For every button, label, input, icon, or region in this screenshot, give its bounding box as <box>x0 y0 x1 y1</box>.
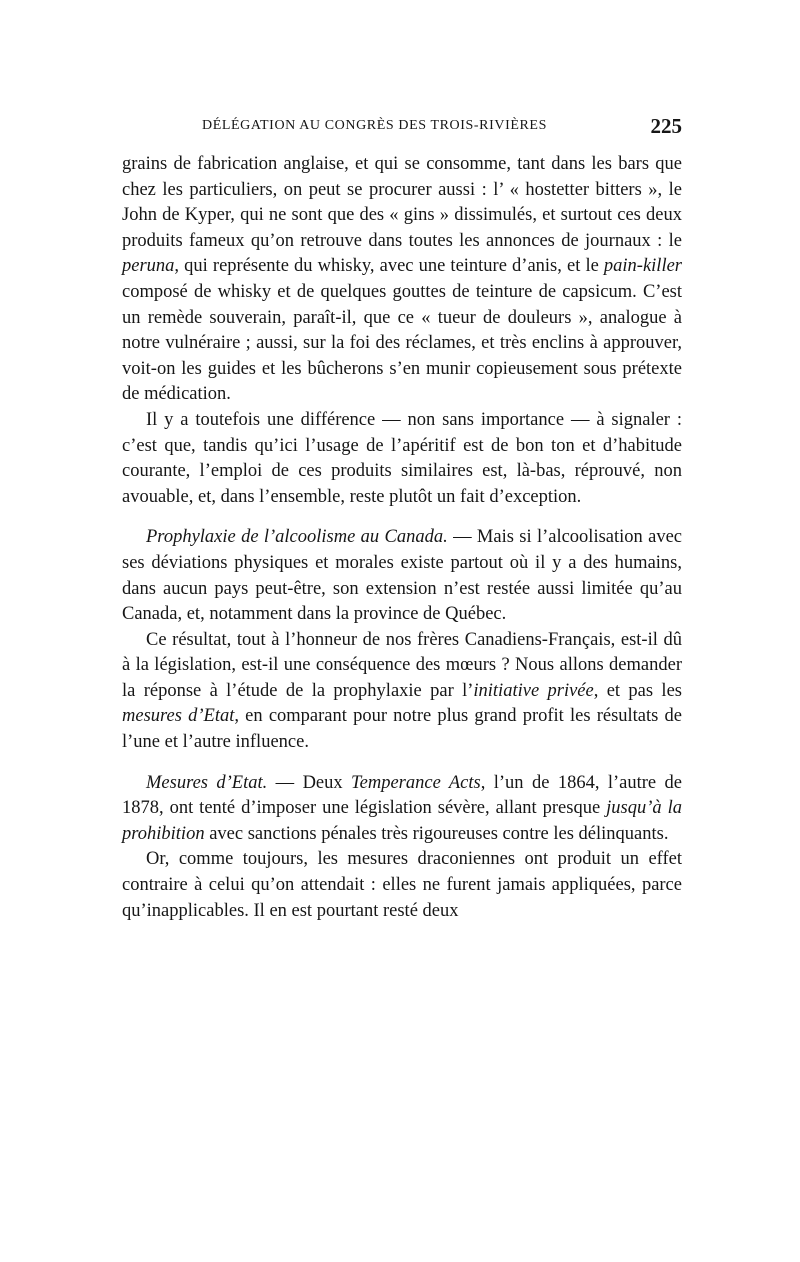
section-heading-prophylaxie: Prophylaxie de l’alcoolisme au Canada. <box>146 527 448 548</box>
text-run: composé de whisky et de quelques gouttes de teinture de capsicum. C’est un remède souverain, paraît-il, que ce « tueur de douleurs », analogue à notre vulnéraire ; aussi, sur la foi des réclames, et très enclins à approuver, voit-on les guides et les bûcherons s’en munir copieusement sous prétexte de médication. <box>122 281 682 405</box>
text-run: avec sanctions pénales très rigoureuses contre les délinquants. <box>204 823 669 844</box>
italic-term-temperance-acts: Temperance Acts <box>351 772 481 793</box>
paragraph-result <box>122 628 682 756</box>
running-head <box>124 114 686 138</box>
italic-term-mesures-etat: mesures d’Etat <box>122 706 235 727</box>
text-run: , qui représente du whisky, avec une teinture d’anis, et le <box>174 256 604 277</box>
text-run: , en comparant pour notre plus grand profit les résultats de l’une et l’autre influence. <box>122 706 683 753</box>
italic-term-initiative-privee: initiative privée <box>473 680 594 701</box>
paragraph-prophylaxis-heading <box>122 525 682 627</box>
text-run: — Deux <box>267 772 352 793</box>
text-run: Ce résultat, tout à l’honneur de nos frères Canadiens-Français, est-il dû à la législation, est-il une conséquence des mœurs ? Nous allons demander la réponse à l’étude de la prophylaxie par l’ <box>122 629 682 701</box>
paragraph-spirits-advertising <box>122 152 682 408</box>
text-run: , l’un de 1864, l’autre de 1878, ont tenté d’imposer une législation sévère, allant presque <box>122 772 682 819</box>
italic-term-pain-killer: pain-killer <box>603 256 682 277</box>
text-run: grains de fabrication anglaise, et qui se consomme, tant dans les bars que chez les particuliers, on peut se procurer aussi : l’ « hostetter bitters », le John de Kyper, qui ne sont que des « gins » dissimulés, et surtout ces deux produits fameux qu’on retrouve dans toutes les annonces de journaux : le <box>122 154 682 251</box>
text-run: Or, comme toujours, les mesures draconiennes ont produit un effet contraire à celui qu’on attendait : elles ne furent jamais appliquées, parce qu’inapplicables. Il en est pourtant resté deux <box>122 849 682 921</box>
section-heading-mesures-etat: Mesures d’Etat. <box>146 772 268 793</box>
italic-term-peruna: peruna <box>122 256 175 277</box>
text-run: — Mais si l’alcoolisation avec ses déviations physiques et morales existe partout où il y a des humains, dans aucun pays peut-être, son extension n’est restée aussi limitée qu’au Canada, et, notamment dans la province de Québec. <box>122 527 683 625</box>
paragraph-difference <box>122 408 682 510</box>
text-run: , et pas les <box>593 680 682 701</box>
page-number: 225 <box>650 114 682 138</box>
italic-term-prohibition: jusqu’à la prohibition <box>122 798 682 844</box>
body-text <box>122 152 682 924</box>
running-title: DÉLÉGATION AU CONGRÈS DES TROIS-RIVIÈRES <box>202 118 547 133</box>
paragraph-state-measures <box>122 771 682 848</box>
paragraph-draconian-measures <box>122 847 682 924</box>
text-run: Il y a toutefois une différence — non sans importance — à signaler : c’est que, tandis qu’ici l’usage de l’apéritif est de bon ton et d’habitude courante, l’emploi de ces produits similaires est, là-bas, réprouvé, non avouable, et, dans l’ensemble, reste plutôt un fait d’exception. <box>122 409 682 507</box>
